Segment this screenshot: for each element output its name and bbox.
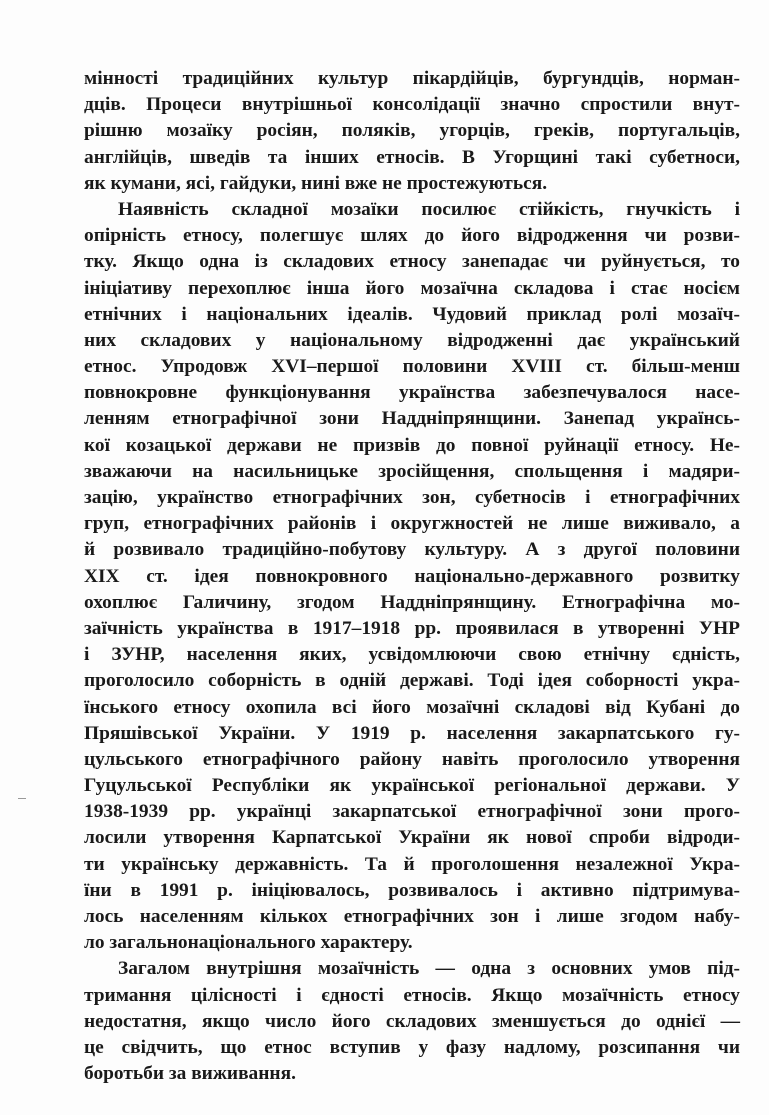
text-line: Наявність складної мозаїки посилює стійкість, гнучкість і (118, 198, 740, 220)
text-line: цульського етнографічного району навіть проголосило утворення (84, 748, 740, 770)
text-line: ленням етнографічної зони Наддніпрянщини. Занепад українсь- (84, 408, 740, 430)
text-line: й розвивало традиційно-побутову культуру. А з другої половини (84, 539, 740, 561)
text-line: їнського етносу охопила всі його мозаїчні складові від Кубані до (84, 696, 740, 718)
body-text (84, 66, 740, 1087)
text-line: і ЗУНР, населення яких, усвідомлюючи свою етнічну єдність, (84, 644, 740, 666)
text-line: лось населенням кількох етнографічних зон і лише згодом набу- (84, 906, 740, 927)
text-line: мінності традиційних культур пікардійців, бургундців, норман- (84, 68, 740, 89)
margin-mark (18, 798, 26, 799)
text-line: Загалом внутрішня мозаїчність — одна з основних умов під- (118, 958, 740, 980)
text-line: дців. Процеси внутрішньої консолідації значно спростили внут- (84, 94, 740, 116)
paragraph-3 (84, 956, 740, 1087)
text-line: лосили утворення Карпатської України як нової спроби відроди- (84, 827, 740, 849)
text-line: рішню мозаїку росіян, поляків, угорців, греків, португальців, (84, 120, 740, 142)
text-line: проголосило соборність в одній державі. Тоді ідея соборності укра- (84, 670, 740, 692)
text-line: охоплює Галичину, згодом Наддніпрянщину. Етнографічна мо- (84, 591, 740, 613)
text-line: ти українську державність. Та й проголошення незалежної Укра- (84, 853, 740, 875)
text-line: XIX ст. ідея повнокровного національно-державного розвитку (84, 565, 740, 587)
text-line: недостатня, якщо число його складових зменшується до однієї — (84, 1010, 740, 1032)
text-line: етнічних і національних ідеалів. Чудовий приклад ролі мозаїч- (84, 303, 740, 325)
text-line: боротьби за виживання. (84, 1063, 296, 1085)
text-line: ініціативу перехоплює інша його мозаїчна складова і стає носієм (84, 277, 740, 299)
text-line: їни в 1991 р. ініціювалось, розвивалось і активно підтримува- (84, 879, 740, 901)
text-line: як кумани, ясі, гайдуки, нині вже не простежуються. (84, 172, 548, 194)
text-line: етнос. Упродовж XVI–першої половини XVIII ст. більш-менш (84, 356, 740, 378)
text-line: англійців, шведів та інших етносів. В Угорщині такі субетноси, (84, 146, 740, 168)
paragraph-1 (84, 66, 740, 197)
text-line: опірність етносу, полегшує шлях до його відродження чи розви- (84, 225, 740, 247)
text-line: 1938-1939 рр. українці закарпатської етнографічної зони прого- (84, 801, 740, 823)
text-line: ло загальнонаціонального характеру. (84, 932, 413, 954)
text-line: кої козацької держави не призвів до повної руйнації етносу. Не- (84, 434, 740, 456)
text-line: тримання цілісності і єдності етносів. Якщо мозаїчність етносу (84, 984, 740, 1006)
text-line: груп, етнографічних районів і округжностей не лише виживало, а (84, 513, 740, 535)
text-line: тку. Якщо одна із складових етносу занепадає чи руйнується, то (84, 251, 740, 273)
text-line: повнокровне функціонування українства забезпечувалося насе- (84, 382, 740, 404)
text-line: це свідчить, що етнос вступив у фазу надлому, розсипання чи (84, 1036, 740, 1058)
text-line: Гуцульської Республіки як української регіональної держави. У (84, 775, 740, 797)
text-line: зважаючи на насильницьке зросійщення, спольщення і мадяри- (84, 460, 740, 482)
text-line: них складових у національному відродженні дає український (84, 329, 740, 351)
text-line: Пряшівської України. У 1919 р. населення закарпатського гу- (84, 722, 740, 744)
text-line: заїчність українства в 1917–1918 рр. проявилася в утворенні УНР (84, 617, 740, 639)
paragraph-2 (84, 197, 740, 956)
text-line: зацію, українство етнографічних зон, субетносів і етнографічних (84, 487, 740, 508)
